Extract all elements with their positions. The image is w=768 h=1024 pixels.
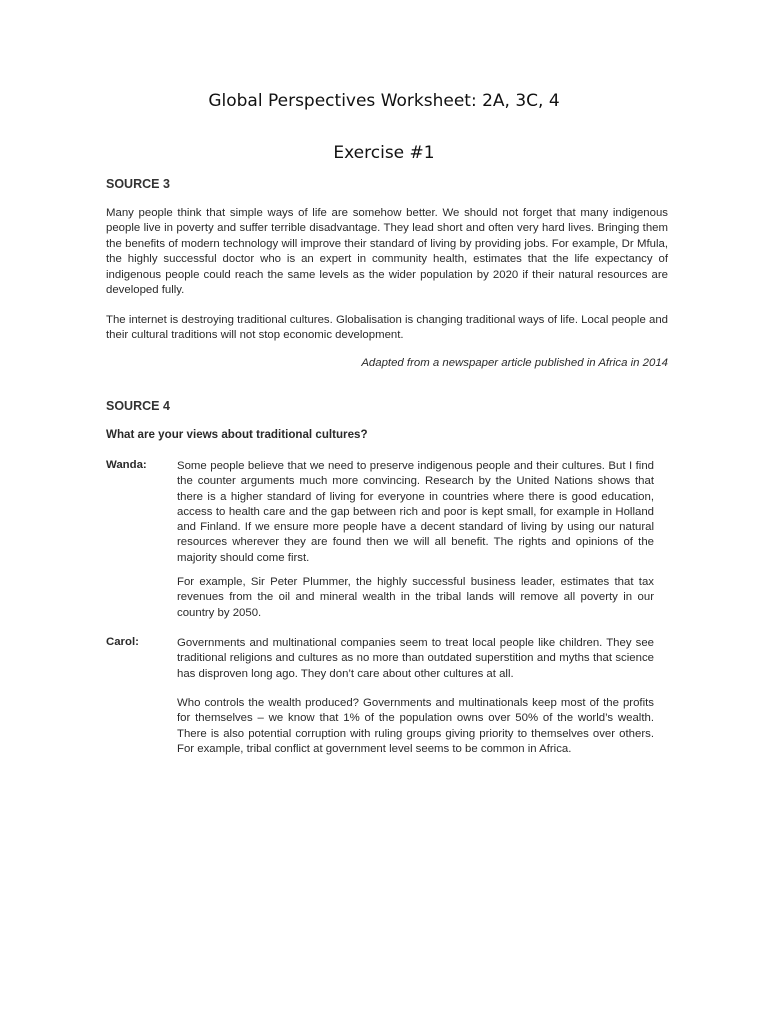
- source3-attribution: Adapted from a newspaper article published in Africa in 2014: [361, 357, 668, 369]
- document-title: Global Perspectives Worksheet: 2A, 3C, 4: [208, 91, 560, 111]
- wanda-paragraph-1: Some people believe that we need to preserve indigenous people and their cultures. But I find the counter arguments much more convincing. Research by the United Nations shows that there is a higher standard of living for everyone in countries where there is good education, access to health care and the gap between rich and poor is kept small, for example in Holland and Finland. If we ensure more people have a decent standard of living by using our natural resources wherever they are found then we will all benefit. The rights and opinions of the majority should come first.: [177, 460, 654, 564]
- exercise-title: Exercise #1: [333, 143, 435, 163]
- source3-heading: SOURCE 3: [106, 177, 170, 191]
- source4-question: What are your views about traditional cultures?: [106, 428, 368, 441]
- speaker-wanda-label: Wanda:: [106, 459, 147, 471]
- source3-paragraph-2: The internet is destroying traditional cultures. Globalisation is changing traditional ways of life. Local people and their cultural traditions will not stop economic development.: [106, 314, 668, 342]
- source4-heading: SOURCE 4: [106, 399, 170, 413]
- carol-paragraph-2: Who controls the wealth produced? Governments and multinationals keep most of the profits for themselves – we know that 1% of the population owns over 50% of the world’s wealth. There is also potential corruption with ruling groups giving priority to themselves over others. For example, tribal conflict at government level seems to be common in Africa.: [177, 697, 654, 755]
- speaker-carol-label: Carol:: [106, 636, 139, 648]
- carol-paragraph-1: Governments and multinational companies seem to treat local people like children. They see traditional religions and cultures as no more than outdated superstition and myths that science has disproven long ago. They don’t care about other cultures at all.: [177, 637, 654, 680]
- source3-paragraph-1: Many people think that simple ways of life are somehow better. We should not forget that many indigenous people live in poverty and suffer terrible disadvantage. They lead short and often very hard lives. Bringing them the benefits of modern technology will improve their standard of living by providing jobs. For example, Dr Mfula, the highly successful doctor who is an expert in community health, estimates that the life expectancy of indigenous people could reach the same levels as the wider population by 2020 if their natural resources are developed fully.: [106, 207, 668, 297]
- wanda-paragraph-2: For example, Sir Peter Plummer, the highly successful business leader, estimates that tax revenues from the oil and mineral wealth in the tribal lands will remove all poverty in our country by 2050.: [177, 576, 654, 619]
